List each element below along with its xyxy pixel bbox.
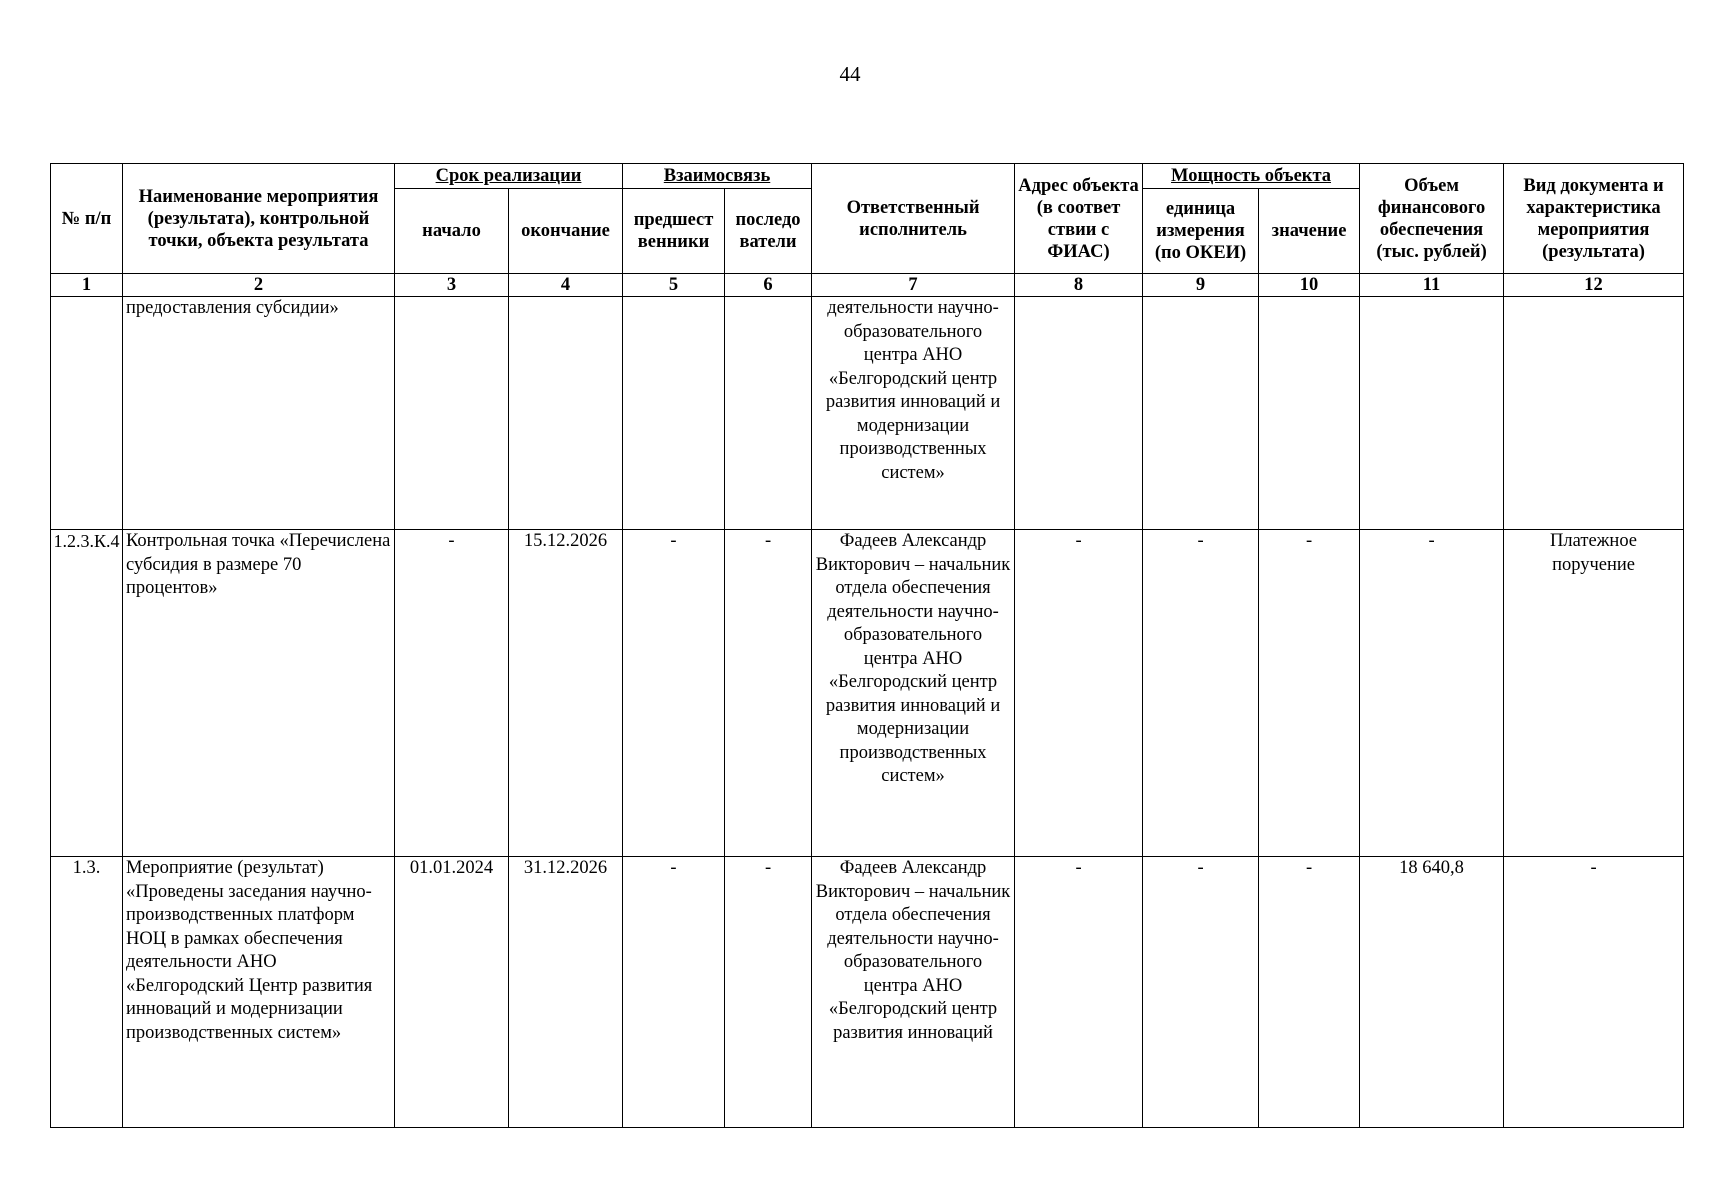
cell-num xyxy=(51,297,123,530)
cell-pred xyxy=(623,297,725,530)
header-finance: Объем финансового обеспечения (тыс. рублей) xyxy=(1360,164,1504,274)
header-capacity xyxy=(1143,164,1360,189)
header-doc: Вид документа и характеристика мероприятия (результата) xyxy=(1504,164,1684,274)
cell-resp: Фадеев Александр Викторович – начальник отдела обеспечения деятельности научно-образовательного центра АНО «Белгородский центр развития инноваций xyxy=(812,857,1015,1128)
cell-unit: - xyxy=(1143,857,1259,1128)
column-number: 4 xyxy=(509,274,623,297)
cell-address: - xyxy=(1015,857,1143,1128)
header-succ: последо ватели xyxy=(725,189,812,274)
header-link xyxy=(623,164,812,189)
cell-finance: - xyxy=(1360,530,1504,857)
cell-finance: 18 640,8 xyxy=(1360,857,1504,1128)
cell-value: - xyxy=(1259,530,1360,857)
cell-end: 15.12.2026 xyxy=(509,530,623,857)
header-unit: единица измерения (по ОКЕИ) xyxy=(1143,189,1259,274)
cell-resp: деятельности научно-образовательного центра АНО «Белгородский центр развития инноваций и модернизации производственных систем» xyxy=(812,297,1015,530)
column-number: 11 xyxy=(1360,274,1504,297)
cell-unit xyxy=(1143,297,1259,530)
cell-finance xyxy=(1360,297,1504,530)
cell-doc: - xyxy=(1504,857,1684,1128)
cell-start: 01.01.2024 xyxy=(395,857,509,1128)
column-number: 7 xyxy=(812,274,1015,297)
cell-value: - xyxy=(1259,857,1360,1128)
header-period xyxy=(395,164,623,189)
column-number: 2 xyxy=(123,274,395,297)
header-end: окончание xyxy=(509,189,623,274)
header-pred: предшест венники xyxy=(623,189,725,274)
cell-unit: - xyxy=(1143,530,1259,857)
column-number: 9 xyxy=(1143,274,1259,297)
cell-start xyxy=(395,297,509,530)
cell-pred: - xyxy=(623,530,725,857)
cell-num: 1.2.3.К.4 xyxy=(51,530,123,857)
table-row xyxy=(51,297,1684,530)
cell-value xyxy=(1259,297,1360,530)
header-capacity-label: Мощность объекта xyxy=(1171,166,1332,186)
cell-pred: - xyxy=(623,857,725,1128)
cell-succ: - xyxy=(725,857,812,1128)
column-number: 5 xyxy=(623,274,725,297)
cell-succ xyxy=(725,297,812,530)
cell-name: Контрольная точка «Перечислена субсидия в размере 70 процентов» xyxy=(123,530,395,857)
column-number: 1 xyxy=(51,274,123,297)
cell-end: 31.12.2026 xyxy=(509,857,623,1128)
cell-doc xyxy=(1504,297,1684,530)
page-number: 44 xyxy=(839,62,861,86)
cell-name: предоставления субсидии» xyxy=(123,297,395,530)
column-number: 3 xyxy=(395,274,509,297)
column-number: 6 xyxy=(725,274,812,297)
cell-doc: Платежное поручение xyxy=(1504,530,1684,857)
header-link-label: Взаимосвязь xyxy=(663,166,771,186)
cell-resp: Фадеев Александр Викторович – начальник отдела обеспечения деятельности научно-образовательного центра АНО «Белгородский центр развития инноваций и модернизации производственных систем» xyxy=(812,530,1015,857)
header-resp: Ответственный исполнитель xyxy=(812,164,1015,274)
header-row-1 xyxy=(51,164,1684,189)
cell-start: - xyxy=(395,530,509,857)
cell-succ: - xyxy=(725,530,812,857)
header-num: № п/п xyxy=(51,164,123,274)
measures-table xyxy=(50,163,1684,1128)
column-number-row xyxy=(51,274,1684,297)
header-value: значение xyxy=(1259,189,1360,274)
table-row xyxy=(51,857,1684,1128)
cell-end xyxy=(509,297,623,530)
column-number: 12 xyxy=(1504,274,1684,297)
cell-name: Мероприятие (результат) «Проведены заседания научно-производственных платформ НОЦ в рамках обеспечения деятельности АНО «Белгородский Центр развития инноваций и модернизации производственных систем» xyxy=(123,857,395,1128)
column-number: 10 xyxy=(1259,274,1360,297)
header-address: Адрес объекта (в соответ ствии с ФИАС) xyxy=(1015,164,1143,274)
header-name: Наименование мероприятия (результата), контрольной точки, объекта результата xyxy=(123,164,395,274)
header-start: начало xyxy=(395,189,509,274)
cell-num: 1.3. xyxy=(51,857,123,1128)
column-number: 8 xyxy=(1015,274,1143,297)
header-period-label: Срок реализации xyxy=(435,166,582,186)
cell-address: - xyxy=(1015,530,1143,857)
cell-address xyxy=(1015,297,1143,530)
table-row xyxy=(51,530,1684,857)
